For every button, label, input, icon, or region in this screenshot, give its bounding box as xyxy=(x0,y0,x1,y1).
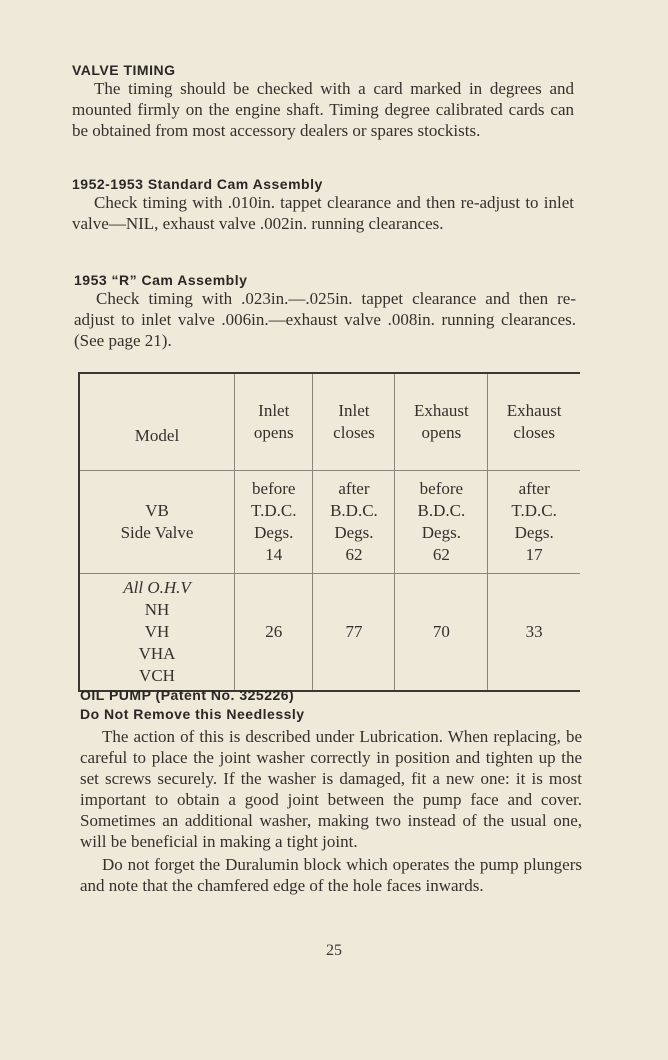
header-model-label: Model xyxy=(134,426,180,445)
page-number: 25 xyxy=(326,942,342,959)
model-line: All O.H.V xyxy=(123,578,191,597)
row-ohv-inlet-opens: 26 xyxy=(235,574,313,692)
standard-cam-section xyxy=(72,176,574,234)
row-vb-exhaust-closes xyxy=(488,471,580,574)
model-line: VCH xyxy=(139,666,175,685)
row-vb-exhaust-opens xyxy=(395,471,488,574)
table-header-row xyxy=(79,373,580,471)
header-inlet-opens-line1: Inlet xyxy=(258,401,290,420)
cell-line: B.D.C. xyxy=(417,501,466,520)
oil-pump-heading: OIL PUMP (Patent No. 325226) xyxy=(80,687,295,703)
row-vb-model xyxy=(79,471,235,574)
header-exhaust-closes-line2: closes xyxy=(513,423,555,442)
cell-line: B.D.C. xyxy=(330,501,378,520)
header-exhaust-opens-line2: opens xyxy=(421,423,462,442)
header-model xyxy=(79,373,235,471)
cell-line: 62 xyxy=(345,545,363,564)
model-line: VB xyxy=(145,501,169,520)
table-row xyxy=(79,574,580,692)
cell-line: T.D.C. xyxy=(511,501,557,520)
r-cam-heading: 1953 “R” Cam Assembly xyxy=(74,272,248,288)
oil-pump-paragraph-1: The action of this is described under Lubrication. When replacing, be careful to place the joint washer correctly in position and tighten up the set screws securely. If the washer is damaged, fit a new one: it is most important to obtain a good joint between the pump face and cover. Sometimes an additional washer, making two instead of the usual one, will be beneficial in making a tight joint. xyxy=(80,727,582,851)
model-line: Side Valve xyxy=(120,523,194,542)
cell-line: Degs. xyxy=(334,523,374,542)
oil-pump-section xyxy=(80,686,582,896)
model-line: NH xyxy=(144,600,170,619)
standard-cam-text: Check timing with .010in. tappet clearance and then re-adjust to inlet valve—NIL, exhaust valve .002in. running clearances. xyxy=(72,193,574,233)
table-row xyxy=(79,471,580,574)
model-line: VHA xyxy=(138,644,176,663)
cell-line: after xyxy=(338,479,370,498)
row-ohv-exhaust-closes: 33 xyxy=(488,574,580,692)
header-exhaust-closes xyxy=(488,373,580,471)
cell-line: 62 xyxy=(432,545,450,564)
valve-timing-heading: VALVE TIMING xyxy=(72,62,176,78)
row-ohv-inlet-closes: 77 xyxy=(313,574,395,692)
row-ohv-model xyxy=(79,574,235,692)
cell-line: Degs. xyxy=(514,523,554,542)
cell-line: before xyxy=(252,479,296,498)
cell-line: 14 xyxy=(265,545,283,564)
header-inlet-closes-line1: Inlet xyxy=(338,401,370,420)
oil-pump-paragraph-2: Do not forget the Duralumin block which operates the pump plungers and note that the chamfered edge of the hole faces inwards. xyxy=(80,855,582,895)
valve-timing-text: The timing should be checked with a card marked in degrees and mounted firmly on the engine shaft. Timing degree calibrated cards can be obtained from most accessory dealers or spares stockists. xyxy=(72,79,574,140)
oil-pump-subheading: Do Not Remove this Needlessly xyxy=(80,706,305,722)
header-exhaust-closes-line1: Exhaust xyxy=(506,401,562,420)
row-vb-inlet-closes xyxy=(313,471,395,574)
row-ohv-exhaust-opens: 70 xyxy=(395,574,488,692)
header-inlet-opens xyxy=(235,373,313,471)
standard-cam-heading: 1952-1953 Standard Cam Assembly xyxy=(72,176,323,192)
header-exhaust-opens-line1: Exhaust xyxy=(413,401,469,420)
r-cam-section xyxy=(74,272,576,351)
cell-line: 17 xyxy=(525,545,543,564)
header-inlet-closes xyxy=(313,373,395,471)
cell-line: Degs. xyxy=(254,523,294,542)
model-line: VH xyxy=(144,622,170,641)
row-vb-inlet-opens xyxy=(235,471,313,574)
r-cam-text: Check timing with .023in.—.025in. tappet clearance and then re-adjust to inlet valve .006in.—exhaust valve .008in. running clearances. (See page 21). xyxy=(74,289,576,350)
valve-timing-table xyxy=(78,372,580,692)
header-inlet-opens-line2: opens xyxy=(253,423,294,442)
cell-line: Degs. xyxy=(421,523,461,542)
header-inlet-closes-line2: closes xyxy=(333,423,375,442)
valve-timing-section xyxy=(72,62,574,141)
cell-line: after xyxy=(518,479,550,498)
cell-line: before xyxy=(419,479,464,498)
cell-line: T.D.C. xyxy=(250,501,297,520)
header-exhaust-opens xyxy=(395,373,488,471)
